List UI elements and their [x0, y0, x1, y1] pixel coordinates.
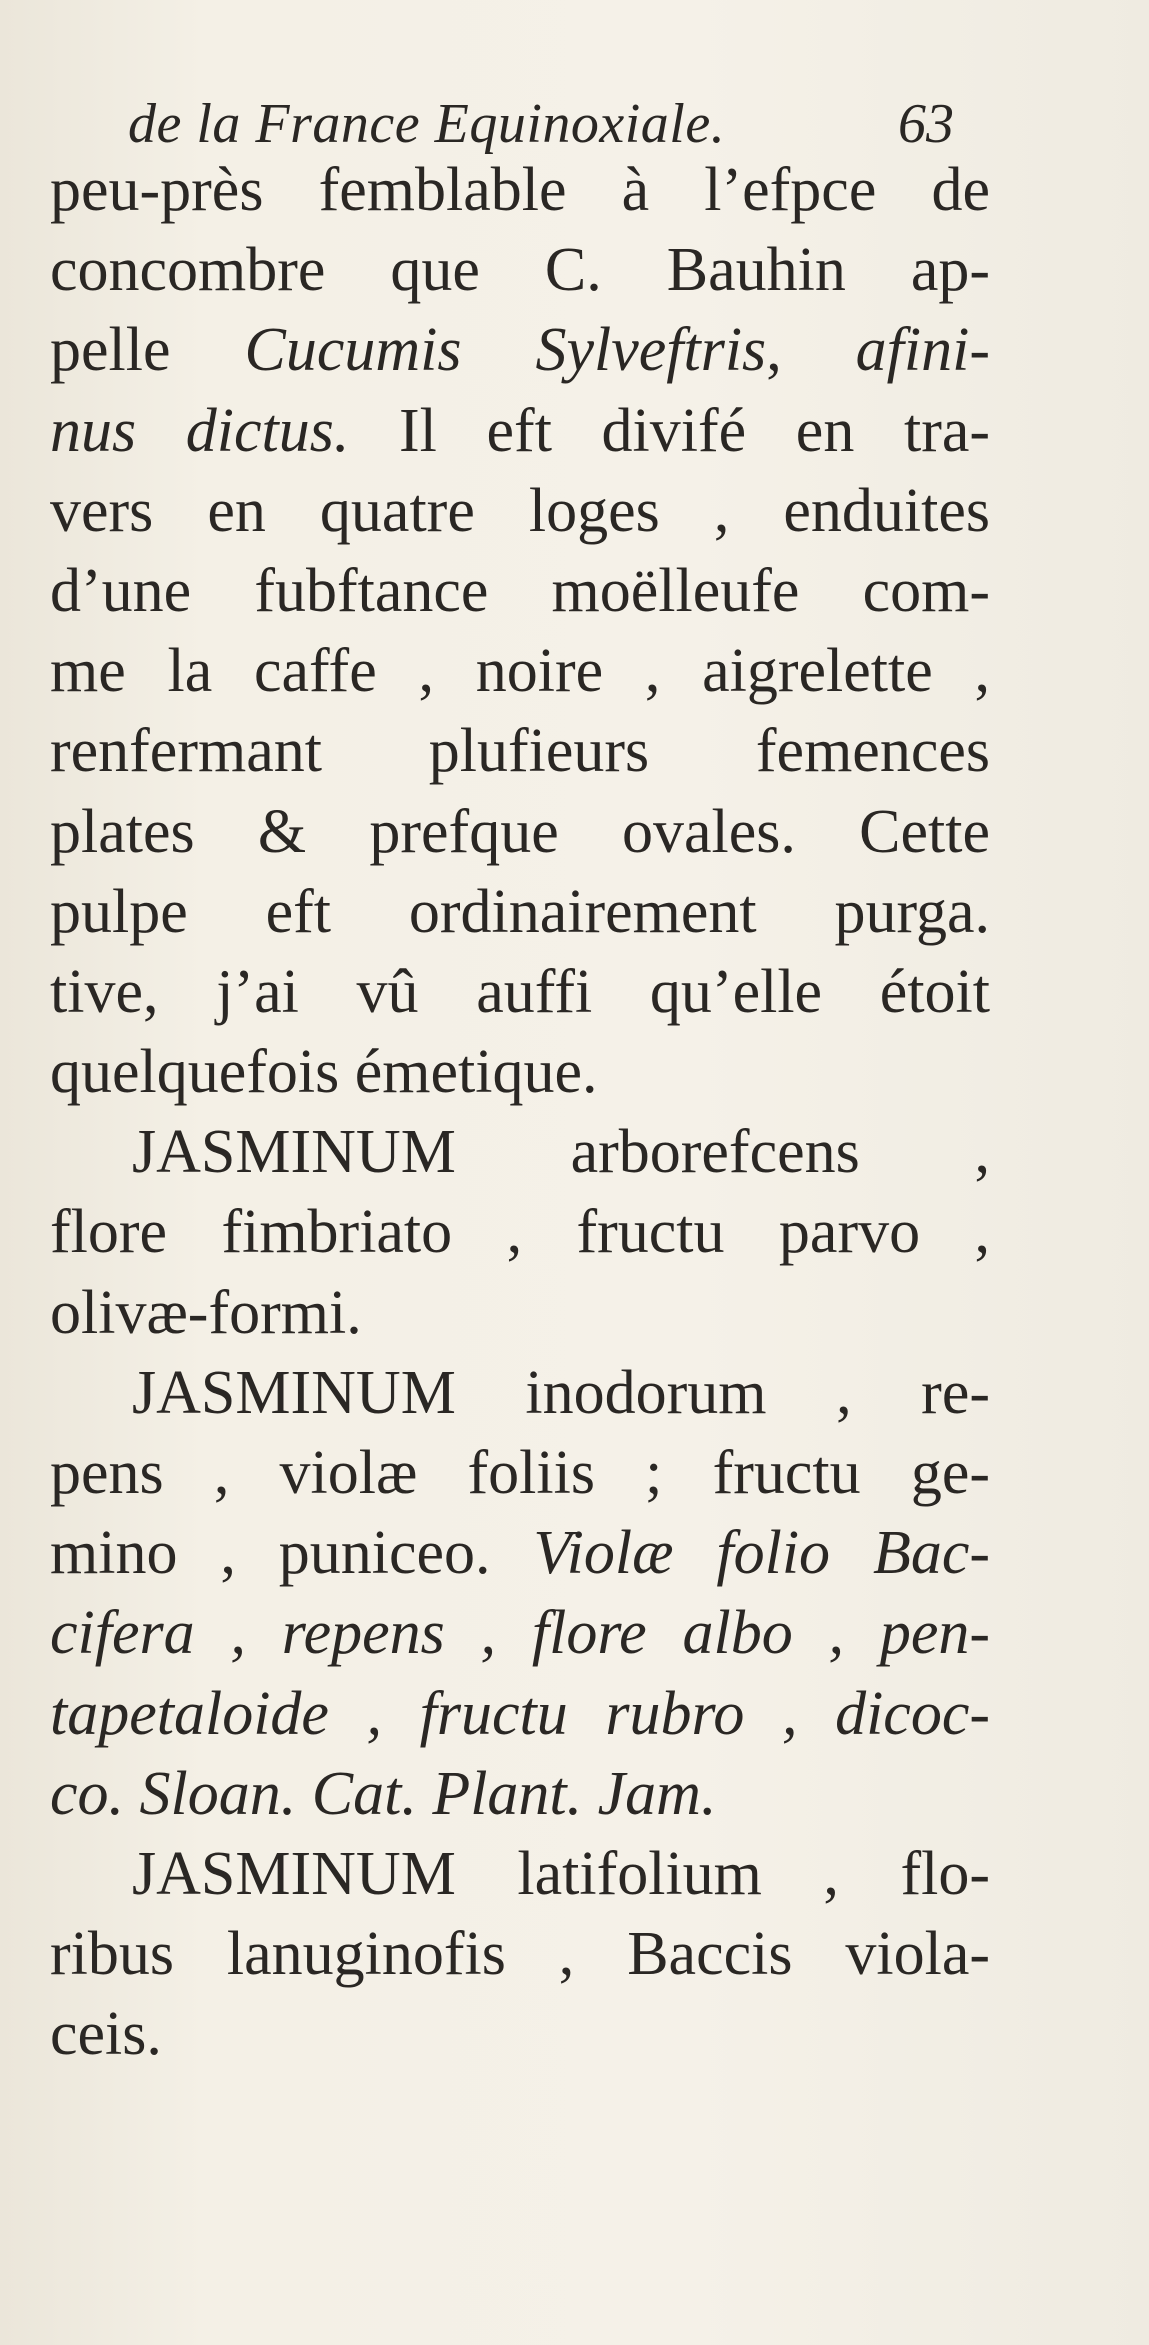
text-line [50, 711, 990, 791]
text-line [50, 952, 990, 1032]
text-line [50, 391, 990, 471]
text-segment: ribus lanuginofis , Baccis viola- [50, 1920, 990, 1989]
text-line [50, 1914, 990, 1994]
text-segment: concombre que C. Bauhin ap- [50, 236, 990, 305]
text-segment: Il eft divifé en tra- [349, 396, 990, 465]
text-segment: d’une fubftance moëlleufe com- [50, 556, 990, 625]
text-segment: JASMINUM inodorum , re- [132, 1358, 990, 1427]
text-line [50, 1513, 990, 1593]
text-line [50, 1112, 990, 1192]
text-line [50, 1192, 990, 1272]
italic-segment: nus dictus. [50, 396, 350, 465]
text-line [50, 1994, 990, 2074]
text-segment: renfermant plufieurs femences [50, 717, 990, 786]
text-line [50, 150, 990, 230]
text-line [50, 872, 990, 952]
text-line [50, 230, 990, 310]
text-segment: , [766, 316, 856, 385]
running-title: de la France Equinoxiale. [128, 93, 726, 155]
text-line [50, 1273, 990, 1353]
text-line [50, 1674, 990, 1754]
text-line [50, 1593, 990, 1673]
text-segment: JASMINUM latifolium , flo- [132, 1839, 990, 1908]
italic-segment: Cucumis Sylveftris [244, 316, 767, 385]
page-number: 63 [898, 93, 954, 155]
italic-segment: co. Sloan. Cat. Plant. Jam. [50, 1759, 717, 1828]
text-line [50, 631, 990, 711]
text-segment: plates & prefque ovales. Cette [50, 797, 990, 866]
text-line [50, 1754, 990, 1834]
text-line [50, 1433, 990, 1513]
text-segment: pens , violæ foliis ; fructu ge- [50, 1439, 990, 1507]
text-line [50, 310, 990, 390]
text-segment: flore fimbriato , fructu parvo , [50, 1198, 990, 1267]
body-text [50, 150, 990, 2075]
text-segment: quelquefois émetique. [50, 1038, 598, 1107]
text-segment: olivæ-formi. [50, 1278, 362, 1347]
text-segment: ceis. [50, 2000, 162, 2069]
text-segment: tive, j’ai vû auffi qu’elle étoit [50, 957, 990, 1026]
italic-segment: Violæ folio Bac- [533, 1519, 990, 1588]
text-segment: peu-près femblable à l’efpce de [50, 156, 990, 224]
text-line [50, 1353, 990, 1433]
text-segment: pulpe eft ordinairement purga. [50, 877, 990, 946]
text-line [50, 551, 990, 631]
text-segment: mino , puniceo. [50, 1519, 534, 1588]
text-line [50, 792, 990, 872]
text-segment: vers en quatre loges , enduites [50, 476, 990, 545]
italic-segment: afini- [855, 316, 990, 385]
text-segment: JASMINUM arborefcens , [132, 1118, 990, 1187]
italic-segment: cifera , repens , flore albo , pen- [50, 1599, 990, 1668]
text-line [50, 471, 990, 551]
text-segment: pelle [50, 316, 245, 385]
text-segment: me la caffe , noire , aigrelette , [50, 637, 990, 706]
italic-segment: tapetaloide , fructu rubro , dicoc- [50, 1679, 990, 1748]
text-line [50, 1834, 990, 1914]
text-line [50, 1032, 990, 1112]
